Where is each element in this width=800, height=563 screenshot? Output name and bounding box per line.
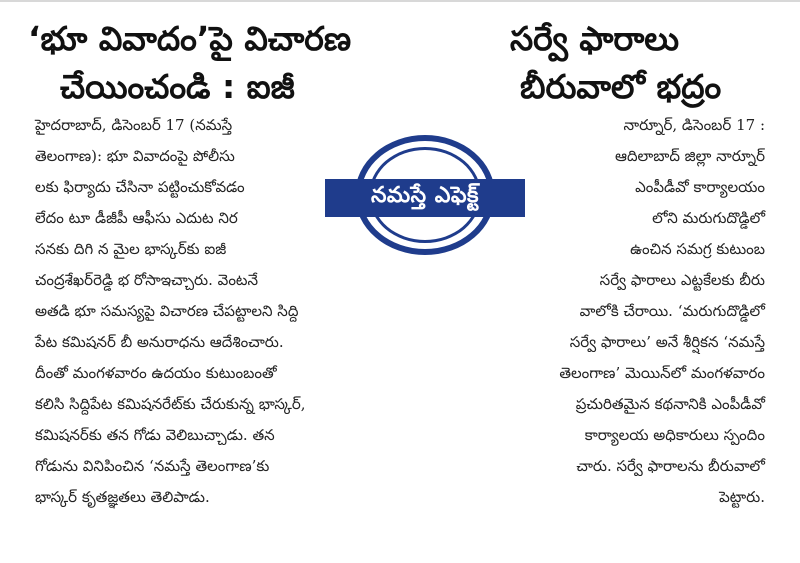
right-body-line: లోని మరుగుదొడ్డిలో [652,209,765,227]
right-headline-line-1: సర్వే ఫారాలు [510,19,680,58]
right-body-line: ఉంచిన సమగ్ర కుటుంబ [630,240,765,258]
left-body-line: పేట కమిషనర్ బీ అనురాధను ఆదేశించారు. [35,333,284,351]
left-body-line: తెలంగాణ): భూ వివాదంపై పోలీసు [35,147,235,165]
left-body-line: సనకు దిగి న మైల భాస్కర్‌కు ఐజీ [35,240,227,258]
right-body-line: ఆదిలాబాద్ జిల్లా నార్నూర్ [614,147,765,165]
left-body-line: చంద్రశేఖర్‌రెడ్డి భ రోసాఇచ్చారు. వెంటనే [35,271,259,289]
left-body-line: లకు ఫిర్యాదు చేసినా పట్టించుకోవడం [35,178,245,196]
left-body-line: లేదం టూ డీజీపీ ఆఫీసు ఎదుట నిర [35,209,238,227]
right-body-line: సర్వే ఫారాలు ఎట్టకేలకు బీరు [599,271,765,289]
right-body-line: చారు. సర్వే ఫారాలను బీరువాలో [576,457,765,475]
right-body-line: సర్వే ఫారాలు’ అనే శీర్షికన ‘నమస్తే [569,333,765,351]
right-body-line: ప్రచురితమైన కథనానికి ఎంపీడీవో [575,395,765,413]
right-body-line: నార్నూర్, డిసెంబర్ 17 : [623,116,765,134]
left-body-line: కమిషనర్‌కు తన గోడు వెలిబుచ్చాడు. తన [35,426,275,444]
stamp-band [325,179,525,217]
right-body-line: వాలోకి చేరాయి. ‘మరుగుదొడ్డిలో [579,302,765,320]
stamp-label: నమస్తే ఎఫెక్ట్ [370,183,480,208]
top-rule [0,0,800,2]
namaste-effect-stamp [325,135,525,255]
left-body-line: అతడి భూ సమస్యపై విచారణ చేపట్టాలని సిద్ది [35,302,299,320]
right-body-line: కార్యాలయ అధికారులు స్పందిం [584,426,765,444]
left-body-line: కలిసి సిద్దిపేట కమిషనరేట్‌కు చేరుకున్న భాస్కర్, [35,395,306,413]
right-body-line: తెలంగాణ’ మెయిన్‌లో మంగళవారం [559,364,765,382]
left-body-line: హైదరాబాద్, డిసెంబర్ 17 (నమస్తే [35,116,233,134]
right-body-line: పెట్టారు. [719,488,765,506]
left-body-line: గోడును వినిపించిన ‘నమస్తే తెలంగాణ’కు [35,457,270,475]
left-body-line: దీంతో మంగళవారం ఉదయం కుటుంబంతో [35,364,277,382]
left-headline-line-1: ‘భూ వివాదం’పై విచారణ [28,19,352,58]
left-headline-line-2: చేయించండి : ఐజీ [60,67,295,106]
right-body-line: ఎంపీడీవో కార్యాలయం [635,178,765,196]
right-headline-line-2: బీరువాలో భద్రం [520,67,722,106]
left-body-line: భాస్కర్ కృతజ్ఞతలు తెలిపాడు. [35,488,210,506]
